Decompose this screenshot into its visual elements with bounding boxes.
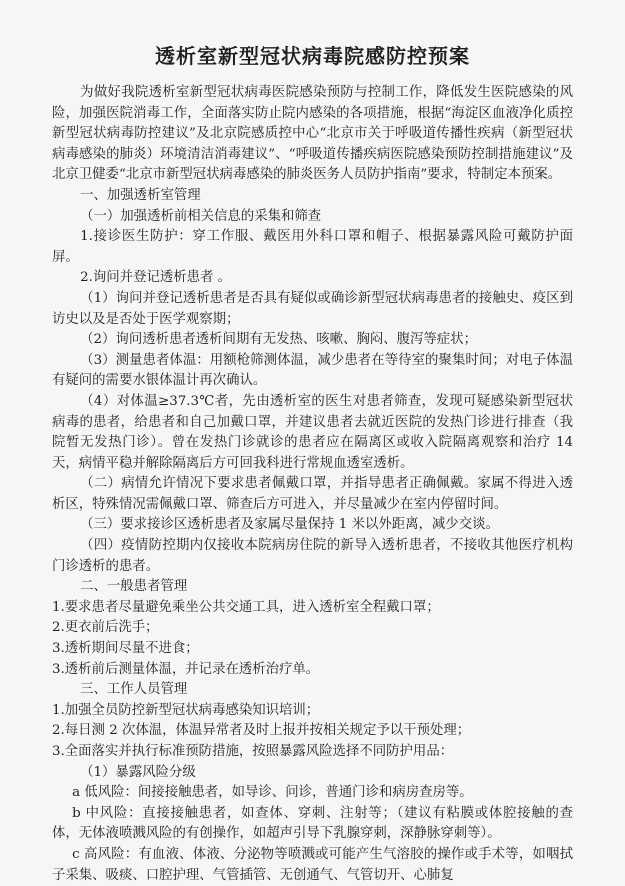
list-item-3-1: 1.加强全员防控新型冠状病毒感染知识培训； <box>52 702 320 718</box>
paragraph-1-3: （三）要求接诊区透析患者及家属尽量保持 1 米以外距离，减少交谈。 <box>80 517 499 533</box>
intro-paragraph: 为做好我院透析室新型冠状病毒医院感染预防与控制工作，降低发生医院感染的风险，加强医院消毒工作，全面落实防止院内感染的各项措施，根据“海淀区血液净化质控新型冠状病毒防控建议”及北京院感质控中心“北京市关于呼吸道传播性疾病（新型冠状病毒感染的肺炎）环境清洁消毒建议”、“呼吸道传播疾病医院感染预防控制措施建议”及北京卫健委“北京市新型冠状病毒感染的肺炎医务人员防护指南”要求，特制定本预案。 <box>52 85 573 183</box>
list-item-2-1: 1.要求患者尽量避免乘坐公共交通工具，进入透析室全程戴口罩； <box>52 599 440 615</box>
risk-level-medium: b 中风险：直接接触患者，如查体、穿刺、注射等；（建议有粘膜或体腔接触的查体，无体液喷溅风险的有创操作，如超声引导下乳腺穿刺，深静脉穿刺等）。 <box>52 805 573 842</box>
document-title: 透析室新型冠状病毒院感防控预案 <box>155 44 470 68</box>
list-item-3-2: 2.每日测 2 次体温，体温异常者及时上报并按相关规定予以干预处理； <box>52 723 471 739</box>
section-heading-3: 三、工作人员管理 <box>80 682 188 698</box>
section-heading-1: 一、加强透析室管理 <box>80 187 201 203</box>
paragraph-1-1-2-1: （1）询问并登记透析患者是否具有疑似或确诊新型冠状病毒患者的接触史、疫区到访史以及是否处于医学观察期； <box>52 290 573 327</box>
paragraph-1-1-2-4: （4）对体温≥37.3℃者，先由透析室的医生对患者筛查，发现可疑感染新型冠状病毒的患者，给患者和自己加戴口罩，并建议患者去就近医院的发热门诊进行排查（我院暂无发热门诊）。曾在发热门诊就诊的患者应在隔离区或收入院隔离观察和治疗 14 天，病情平稳并解除隔离后方可回我科进行常规血透室透析。 <box>52 393 573 471</box>
list-item-3-3-1: （1）暴露风险分级 <box>80 764 196 780</box>
paragraph-1-4: （四）疫情防控期内仅接收本院病房住院的新导入透析患者，不接收其他医疗机构门诊透析的患者。 <box>52 538 573 574</box>
risk-level-low: a 低风险：间接接触患者，如导诊、问诊，普通门诊和病房查房等。 <box>72 785 473 801</box>
section-heading-2: 二、一般患者管理 <box>80 579 188 595</box>
paragraph-1-1-2-2: （2）询问透析患者透析间期有无发热、咳嗽、胸闷、腹泻等症状； <box>80 332 477 348</box>
paragraph-1-1-2: 2.询问并登记透析患者 。 <box>80 270 232 286</box>
subsection-heading-1-1: （一）加强透析前相关信息的采集和筛查 <box>80 208 322 224</box>
risk-level-high: c 高风险：有血液、体液、分泌物等喷溅或可能产生气溶胶的操作或手术等，如咽拭子采集、吸痰、口腔护理、气管插管、无创通气、气管切开、心肺复 <box>52 846 573 883</box>
list-item-2-4: 3.透析前后测量体温，并记录在透析治疗单。 <box>52 661 320 677</box>
list-item-2-2: 2.更衣前后洗手； <box>52 620 159 636</box>
paragraph-1-1-1: 1.接诊医生防护：穿工作服、戴医用外科口罩和帽子、根据暴露风险可戴防护面屏。 <box>52 229 573 265</box>
list-item-3-3: 3.全面落实并执行标准预防措施，按照暴露风险选择不同防护用品： <box>52 744 454 759</box>
paragraph-1-1-2-3: （3）测量患者体温：用额枪筛测体温，减少患者在等待室的聚集时间；对电子体温有疑问的需要水银体温计再次确认。 <box>52 352 573 389</box>
paragraph-1-2: （二）病情允许情况下要求患者佩戴口罩，并指导患者正确佩戴。家属不得进入透析区，特殊情况需佩戴口罩、筛查后方可进入，并尽量减少在室内停留时间。 <box>52 476 573 512</box>
list-item-2-3: 3.透析期间尽量不进食； <box>52 641 199 657</box>
